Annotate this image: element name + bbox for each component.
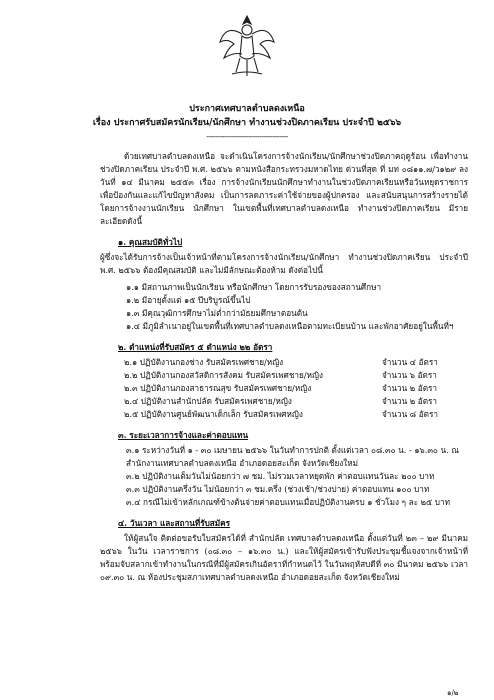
section-4-heading: ๔. วันเวลา และสถานที่รับสมัคร xyxy=(118,518,231,528)
position-quota: จำนวน ๘ อัตรา xyxy=(382,409,438,419)
position-row xyxy=(124,369,468,382)
list-item: ๑.๑ มีสถานภาพเป็นนักเรียน หรือนักศึกษา โดยการรับรองของสถานศึกษา xyxy=(126,282,382,292)
position-name: ๒.๓ ปฏิบัติงานกองสาธารณสุข รับสมัครเพศชาย/หญิง xyxy=(124,383,312,393)
title-block xyxy=(0,102,494,144)
page-number: ๑/๒ xyxy=(447,689,459,697)
position-row xyxy=(124,408,468,421)
intro-paragraph: ด้วยเทศบาลตำบลดงเหนือ จะดำเนินโครงการจ้างนักเรียน/นักศึกษาช่วงปิดภาคฤดูร้อน เพื่อทำงานช่วงปิดภาคเรียน ประจำปี พ.ศ. ๒๕๖๖ ตามหนังสือกระทรวงมหาดไทย ด่วนที่สุด ที่ มท ๐๘๑๑.๗/ว๑๒๙ ลงวันที่ ๑๔ มีนาคม ๒๕๕๓ เรื่อง การจ้างนักเรียนนักศึกษาทำงานในช่วงปิดภาคเรียนหรือวันหยุดราชการ เพื่อป้องกันและแก้ไขปัญหาสังคม เป็นการลดภาระค่าใช้จ่ายของผู้ปกครอง และสนับสนุนการสร้างรายได้ โดยการจ้างงานนักเรียน นักศึกษา ในเขตพื้นที่เทศบาลตำบลดงเหนือ ทำงานช่วงปิดภาคเรียน มีรายละเอียดดังนี้ xyxy=(100,151,468,226)
position-name: ๒.๒ ปฏิบัติงานกองสวัสดิการสังคม รับสมัครเพศชาย/หญิง xyxy=(124,370,323,380)
position-name: ๒.๔ ปฏิบัติงานสำนักปลัด รับสมัครเพศชาย/หญิง xyxy=(124,396,292,406)
position-row xyxy=(124,382,468,395)
list-item: ๑.๒ มีอายุตั้งแต่ ๑๕ ปีบริบูรณ์ขึ้นไป xyxy=(126,295,251,305)
section-4-text: ให้ผู้สนใจ ติดต่อขอรับใบสมัครได้ที่ สำนักปลัด เทศบาลตำบลดงเหนือ ตั้งแต่วันที่ ๒๓ – ๒๙ มีนาคม ๒๕๖๖ ในวัน เวลาราชการ (๐๘.๓๐ – ๑๖.๓๐ น.) และให้ผู้สมัครเข้ารับฟังประชุมชี้แจงจากเจ้าหน้าที่ พร้อมจับสลากเข้าทำงานในกรณีที่มีผู้สมัครเกินอัตราที่กำหนดไว้ ในวันพฤหัสบดีที่ ๓๐ มีนาคม ๒๕๖๖ เวลา ๐๙.๓๐ น. ณ ห้องประชุมสภาเทศบาลตำบลดงเหนือ อำเภอดอยสะเก็ด จังหวัดเชียงใหม่ xyxy=(100,533,468,582)
title-divider: ------------------------------------- xyxy=(206,132,288,141)
list-item: ๓.๒ ปฏิบัติงานเต็มวันไม่น้อยกว่า ๗ ชม. ไม่รวมเวลาหยุดพัก ค่าตอบแทนวันละ ๒๐๐ บาท xyxy=(126,471,435,481)
announcement-subject: เรื่อง ประกาศรับสมัครนักเรียน/นักศึกษา ทำงานช่วงปิดภาคเรียน ประจำปี ๒๕๖๖ xyxy=(92,118,402,128)
section-1-lead: ผู้ซึ่งจะได้รับการจ้างเป็นเจ้าหน้าที่ตามโครงการจ้างนักเรียน/นักศึกษา ทำงานช่วงปิดภาคเรียน ประจำปี พ.ศ. ๒๕๖๖ ต้องมีคุณสมบัติ และไม่มีลักษณะต้องห้าม ดังต่อไปนี้ xyxy=(100,252,468,275)
position-quota: จำนวน ๔ อัตรา xyxy=(382,357,438,367)
list-item: ๓.๓ ปฏิบัติงานครึ่งวัน ไม่น้อยกว่า ๓ ชม.ครึ่ง (ช่วงเช้า/ช่วงบ่าย) ค่าตอบแทน ๑๐๐ บาท xyxy=(126,484,430,494)
list-item: ๑.๔ มีภูมิลำเนาอยู่ในเขตพื้นที่เทศบาลตำบลดงเหนือตามทะเบียนบ้าน และพักอาศัยอยู่ในพื้นที่ฯ xyxy=(126,321,454,331)
garuda-emblem-icon xyxy=(218,12,276,82)
position-name: ๒.๑ ปฏิบัติงานกองช่าง รับสมัครเพศชาย/หญิง xyxy=(124,357,284,367)
position-row xyxy=(124,356,468,369)
section-2-heading: ๒. ตำแหน่งที่รับสมัคร ๕ ตำแหน่ง ๒๒ อัตรา xyxy=(118,342,273,352)
announcement-title: ประกาศเทศบาลตำบลดงเหนือ xyxy=(189,104,305,114)
position-row xyxy=(124,395,468,408)
list-item: ๓.๔ กรณีไม่เข้าหลักเกณฑ์ข้างต้นจ่ายค่าตอบแทนเมื่อปฏิบัติงานครบ ๑ ชั่วโมง ๆ ละ ๒๕ บาท xyxy=(126,497,450,507)
list-item: ๑.๓ มีคุณวุฒิการศึกษาไม่ต่ำกว่ามัธยมศึกษาตอนต้น xyxy=(126,308,308,318)
position-quota: จำนวน ๒ อัตรา xyxy=(382,383,438,393)
section-3-heading: ๓. ระยะเวลาการจ้างและค่าตอบแทน xyxy=(118,430,249,440)
list-item: ๓.๑ ระหว่างวันที่ ๑ - ๓๐ เมษายน ๒๕๖๖ ในวันทำการปกติ ตั้งแต่เวลา ๐๘.๓๐ น. - ๑๖.๓๐ น. ณ สำนักงานเทศบาลตำบลดงเหนือ อำเภอดอยสะเก็ด จังหวัดเชียงใหม่ xyxy=(126,445,459,468)
position-quota: จำนวน ๖ อัตรา xyxy=(382,370,437,380)
document-body xyxy=(100,150,468,588)
position-name: ๒.๕ ปฏิบัติงานศูนย์พัฒนาเด็กเล็ก รับสมัครเพศหญิง xyxy=(124,409,303,419)
section-1-heading: ๑. คุณสมบัติทั่วไป xyxy=(118,237,183,247)
position-quota: จำนวน ๒ อัตรา xyxy=(382,396,438,406)
